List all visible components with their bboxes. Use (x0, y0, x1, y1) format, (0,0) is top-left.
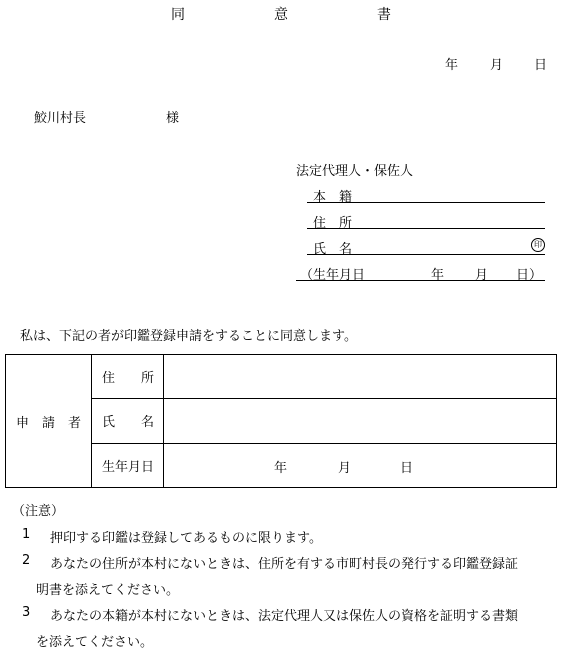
applicant-table (5, 354, 557, 488)
note-3-number: 3 (22, 605, 31, 620)
applicant-row-header-text: 申 請 者 (15, 415, 81, 431)
agent-address-line (307, 228, 545, 229)
agent-birth-year: 年 (431, 268, 445, 283)
consent-statement: 私は、下記の者が印鑑登録申請をすることに同意します。 (20, 329, 357, 344)
note-2-number: 2 (22, 553, 31, 568)
note-1-number: 1 (22, 527, 31, 542)
agent-domicile-line (307, 202, 545, 203)
applicant-address-field[interactable] (164, 355, 557, 399)
title-char-3: 書 (377, 7, 391, 23)
note-2-text: あなたの住所が本村にないときは、住所を有する市町村長の発行する印鑑登録証 (50, 557, 519, 572)
applicant-name-label: 氏 名 (92, 399, 164, 443)
agent-birth-month: 月 (475, 268, 489, 283)
note-3-continuation: を添えてください。 (36, 635, 154, 650)
note-3-text: あなたの本籍が本村にないときは、法定代理人又は保佐人の資格を証明する書類 (50, 609, 519, 624)
agent-birth-day: 日） (516, 268, 543, 283)
agent-name-line (307, 254, 545, 255)
addressee-name: 鮫川村長 (34, 111, 87, 126)
title-char-2: 意 (274, 7, 288, 23)
applicant-address-label: 住 所 (92, 355, 164, 399)
date-day: 日 (534, 58, 548, 73)
applicant-birth-month: 月 (338, 460, 352, 476)
note-1-text: 押印する印鑑は登録してあるものに限ります。 (50, 531, 322, 546)
applicant-name-field[interactable] (164, 399, 557, 443)
agent-name-label: 氏 名 (313, 242, 353, 257)
agent-birth-line (296, 280, 545, 281)
title-char-1: 同 (171, 7, 185, 23)
notes-heading: （注意） (12, 504, 65, 519)
agent-birth-label: （生年月日 (300, 268, 366, 283)
seal-mark (531, 238, 545, 252)
note-2-continuation: 明書を添えてください。 (36, 583, 180, 598)
applicant-birth-day: 日 (400, 460, 414, 476)
agent-address-label: 住 所 (313, 216, 353, 231)
date-year: 年 (445, 58, 459, 73)
applicant-birth-label: 生年月日 (92, 443, 164, 487)
agent-heading: 法定代理人・保佐人 (296, 164, 414, 179)
seal-mark-text: 印 (534, 240, 542, 249)
agent-domicile-label: 本 籍 (313, 190, 353, 205)
date-month: 月 (490, 58, 504, 73)
addressee-honorific: 様 (166, 111, 180, 126)
applicant-row-header (6, 355, 92, 488)
applicant-birth-field[interactable] (164, 443, 557, 487)
applicant-birth-year: 年 (274, 460, 288, 476)
